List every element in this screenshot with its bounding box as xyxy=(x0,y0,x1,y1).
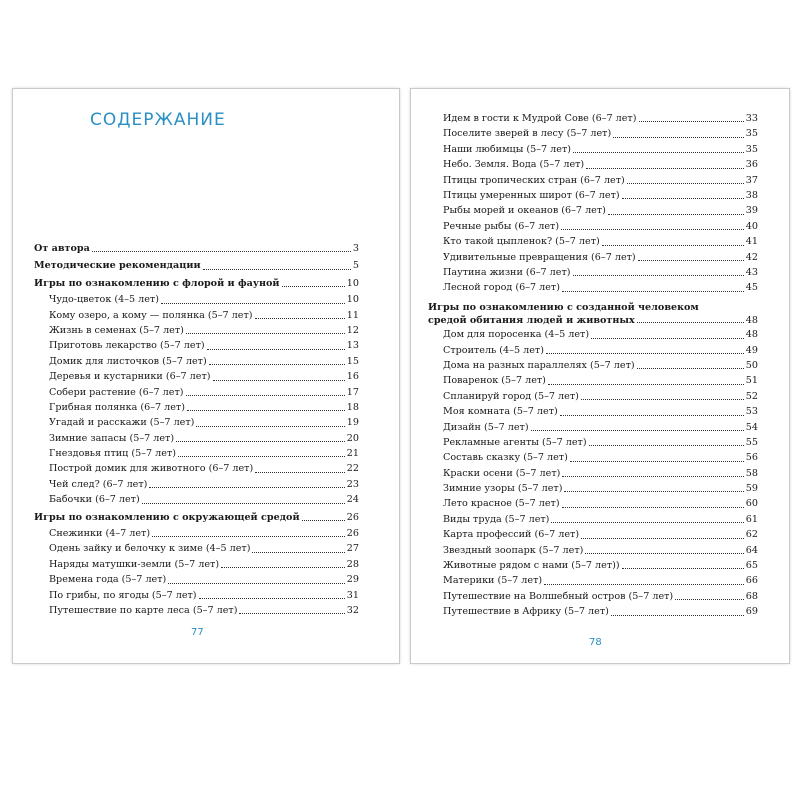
page-title: СОДЕРЖАНИЕ xyxy=(90,110,226,130)
toc-entry[interactable] xyxy=(428,234,758,249)
toc-entry[interactable] xyxy=(34,492,359,507)
page-ref: 66 xyxy=(745,575,758,587)
page-ref: 19 xyxy=(346,417,359,429)
page-ref: 12 xyxy=(346,324,359,336)
toc-entry[interactable] xyxy=(34,461,359,476)
dot-leader xyxy=(586,168,744,169)
toc-entry[interactable] xyxy=(428,343,758,358)
toc-list-left xyxy=(34,239,359,618)
section-title-line1: Игры по ознакомлению с созданной человеком xyxy=(428,301,699,313)
entry-title: От автора xyxy=(34,242,90,254)
entry-title: Наряды матушки-земли (5–7 лет) xyxy=(49,558,220,570)
dot-leader xyxy=(637,322,744,323)
dot-leader xyxy=(199,598,345,599)
left-page xyxy=(12,88,400,664)
page-ref: 54 xyxy=(745,421,758,433)
toc-entry[interactable] xyxy=(34,588,359,603)
dot-leader xyxy=(255,318,345,319)
dot-leader xyxy=(564,491,743,492)
page-ref: 51 xyxy=(745,375,758,387)
entry-title: По грибы, по ягоды (5–7 лет) xyxy=(49,589,197,601)
toc-entry[interactable] xyxy=(34,526,359,541)
page-ref: 38 xyxy=(745,189,758,201)
page-ref: 69 xyxy=(745,606,758,618)
entry-title: Игры по ознакомлению с флорой и фауной xyxy=(34,277,280,289)
entry-title: Виды труда (5–7 лет) xyxy=(443,513,550,525)
dot-leader xyxy=(176,441,345,442)
dot-leader xyxy=(186,333,345,334)
toc-entry[interactable] xyxy=(428,466,758,481)
entry-title: Игры по ознакомлению с окружающей средой xyxy=(34,511,300,523)
entry-title: Дизайн (5–7 лет) xyxy=(443,421,529,433)
page-number-right: 78 xyxy=(589,637,602,648)
dot-leader xyxy=(613,137,744,138)
dot-leader xyxy=(531,430,744,431)
dot-leader xyxy=(142,503,345,504)
dot-leader xyxy=(152,536,345,537)
dot-leader xyxy=(591,338,744,339)
dot-leader xyxy=(622,198,744,199)
entry-title: Рекламные агенты (5–7 лет) xyxy=(443,436,587,448)
dot-leader xyxy=(168,583,345,584)
page-ref: 37 xyxy=(745,174,758,186)
entry-title: Речные рыбы (6–7 лет) xyxy=(443,220,560,232)
entry-title: Угадай и расскажи (5–7 лет) xyxy=(49,417,195,429)
toc-entry[interactable] xyxy=(34,354,359,369)
toc-entry[interactable] xyxy=(34,338,359,353)
page-ref: 42 xyxy=(745,251,758,263)
toc-entry[interactable] xyxy=(428,404,758,419)
toc-entry[interactable] xyxy=(34,369,359,384)
toc-section-heading[interactable] xyxy=(34,241,359,256)
page-ref: 28 xyxy=(346,558,359,570)
entry-title: Рыбы морей и океанов (6–7 лет) xyxy=(443,205,606,217)
page-ref: 52 xyxy=(745,390,758,402)
toc-entry[interactable] xyxy=(428,157,758,172)
entry-title: Зимние узоры (5–7 лет) xyxy=(443,483,563,495)
toc-entry[interactable] xyxy=(428,481,758,496)
dot-leader xyxy=(213,380,345,381)
page-ref: 48 xyxy=(745,329,758,341)
entry-title: Поваренок (5–7 лет) xyxy=(443,375,546,387)
dot-leader xyxy=(178,456,345,457)
toc-entry[interactable] xyxy=(428,358,758,373)
entry-title: Снежинки (4–7 лет) xyxy=(49,528,151,540)
entry-title: Жизнь в семенах (5–7 лет) xyxy=(49,324,184,336)
entry-title: Карта профессий (6–7 лет) xyxy=(443,529,580,541)
page-ref: 31 xyxy=(346,589,359,601)
page-ref: 35 xyxy=(745,143,758,155)
toc-entry[interactable] xyxy=(34,557,359,572)
dot-leader xyxy=(581,399,744,400)
page-ref: 43 xyxy=(745,266,758,278)
toc-entry[interactable] xyxy=(428,280,758,295)
entry-title: Собери растение (6–7 лет) xyxy=(49,386,184,398)
page-ref: 68 xyxy=(745,590,758,602)
page-ref: 59 xyxy=(745,483,758,495)
toc-entry[interactable] xyxy=(428,111,758,126)
toc-entry[interactable] xyxy=(428,420,758,435)
entry-title: Лето красное (5–7 лет) xyxy=(443,498,560,510)
page-ref: 15 xyxy=(346,355,359,367)
dot-leader xyxy=(608,214,744,215)
toc-entry[interactable] xyxy=(34,292,359,307)
toc-entry[interactable] xyxy=(428,250,758,265)
entry-title: Птицы тропических стран (6–7 лет) xyxy=(443,174,625,186)
toc-entry[interactable] xyxy=(428,142,758,157)
toc-entry[interactable] xyxy=(428,389,758,404)
toc-entry[interactable] xyxy=(428,496,758,511)
toc-entry[interactable] xyxy=(428,327,758,342)
toc-entry[interactable] xyxy=(428,126,758,141)
entry-title: Животные рядом с нами (5–7 лет)) xyxy=(443,560,620,572)
page-ref: 21 xyxy=(346,448,359,460)
page-ref: 55 xyxy=(745,436,758,448)
page-ref: 40 xyxy=(745,220,758,232)
entry-title: Домик для листочков (5–7 лет) xyxy=(49,355,207,367)
dot-leader xyxy=(562,507,744,508)
dot-leader xyxy=(639,121,744,122)
toc-entry[interactable] xyxy=(428,512,758,527)
page-number-left: 77 xyxy=(191,627,204,638)
page-ref: 5 xyxy=(352,260,359,272)
toc-entry[interactable] xyxy=(34,400,359,415)
page-ref: 29 xyxy=(346,574,359,586)
page-ref: 50 xyxy=(745,359,758,371)
entry-title: Гнездовья птиц (5–7 лет) xyxy=(49,448,177,460)
toc-entry[interactable] xyxy=(34,572,359,587)
dot-leader xyxy=(239,613,344,614)
entry-title: Времена года (5–7 лет) xyxy=(49,574,167,586)
page-ref: 17 xyxy=(346,386,359,398)
entry-title: Паутина жизни (6–7 лет) xyxy=(443,266,571,278)
toc-entry[interactable] xyxy=(34,477,359,492)
dot-leader xyxy=(573,275,744,276)
entry-title: Дом для поросенка (4–5 лет) xyxy=(443,329,590,341)
toc-section-heading[interactable] xyxy=(34,510,359,525)
dot-leader xyxy=(611,615,744,616)
toc-entry[interactable] xyxy=(34,323,359,338)
toc-entry[interactable] xyxy=(34,385,359,400)
page-ref: 65 xyxy=(745,560,758,572)
section-title-line2: средой обитания людей и животных xyxy=(428,315,635,327)
entry-title: Кому озеро, а кому — полянка (5–7 лет) xyxy=(49,309,253,321)
page-ref: 41 xyxy=(745,236,758,248)
toc-entry[interactable] xyxy=(428,203,758,218)
toc-entry[interactable] xyxy=(428,589,758,604)
entry-title: Материки (5–7 лет) xyxy=(443,575,543,587)
entry-title: Звездный зоопарк (5–7 лет) xyxy=(443,544,584,556)
dot-leader xyxy=(637,368,744,369)
toc-entry[interactable] xyxy=(428,543,758,558)
dot-leader xyxy=(209,364,345,365)
dot-leader xyxy=(302,520,345,521)
dot-leader xyxy=(187,410,345,411)
dot-leader xyxy=(573,152,744,153)
dot-leader xyxy=(638,260,744,261)
dot-leader xyxy=(589,445,744,446)
entry-title: Краски осени (5–7 лет) xyxy=(443,467,561,479)
dot-leader xyxy=(252,552,344,553)
toc-list-right xyxy=(428,111,758,620)
dot-leader xyxy=(546,353,744,354)
page-ref: 48 xyxy=(745,315,758,327)
page-ref: 45 xyxy=(745,282,758,294)
entry-title: Лесной город (6–7 лет) xyxy=(443,282,560,294)
toc-entry[interactable] xyxy=(34,541,359,556)
dot-leader xyxy=(196,426,344,427)
dot-leader xyxy=(570,461,744,462)
entry-title: Составь сказку (5–7 лет) xyxy=(443,452,568,464)
page-ref: 24 xyxy=(346,494,359,506)
entry-title: Моя комната (5–7 лет) xyxy=(443,406,558,418)
entry-title: Чей след? (6–7 лет) xyxy=(49,478,148,490)
toc-entry[interactable] xyxy=(428,219,758,234)
page-ref: 20 xyxy=(346,432,359,444)
toc-entry[interactable] xyxy=(428,188,758,203)
entry-title: Спланируй город (5–7 лет) xyxy=(443,390,579,402)
page-ref: 11 xyxy=(346,309,359,321)
dot-leader xyxy=(622,568,744,569)
entry-title: Зимние запасы (5–7 лет) xyxy=(49,432,175,444)
dot-leader xyxy=(544,584,744,585)
entry-title: Идем в гости к Мудрой Сове (6–7 лет) xyxy=(443,112,637,124)
page-ref: 26 xyxy=(346,528,359,540)
page-ref: 33 xyxy=(745,112,758,124)
entry-title: Методические рекомендации xyxy=(34,260,201,272)
dot-leader xyxy=(585,553,743,554)
page-ref: 39 xyxy=(745,205,758,217)
toc-entry[interactable] xyxy=(428,558,758,573)
entry-title: Путешествие по карте леса (5–7 лет) xyxy=(49,604,238,616)
page-ref: 61 xyxy=(745,513,758,525)
page-ref: 32 xyxy=(346,604,359,616)
toc-entry[interactable] xyxy=(428,573,758,588)
page-ref: 23 xyxy=(346,478,359,490)
page-ref: 64 xyxy=(745,544,758,556)
toc-entry[interactable] xyxy=(428,265,758,280)
entry-title: Удивительные превращения (6–7 лет) xyxy=(443,251,636,263)
entry-title: Одень зайку и белочку к зиме (4–5 лет) xyxy=(49,543,251,555)
toc-entry[interactable] xyxy=(34,446,359,461)
entry-title: Поселите зверей в лесу (5–7 лет) xyxy=(443,128,612,140)
entry-title: Небо. Земля. Вода (5–7 лет) xyxy=(443,159,585,171)
entry-title: Путешествие в Африку (5–7 лет) xyxy=(443,606,609,618)
dot-leader xyxy=(92,251,351,252)
entry-title: Бабочки (6–7 лет) xyxy=(49,494,140,506)
toc-entry[interactable] xyxy=(34,308,359,323)
page-ref: 62 xyxy=(745,529,758,541)
toc-entry[interactable] xyxy=(428,604,758,619)
toc-entry[interactable] xyxy=(34,603,359,618)
dot-leader xyxy=(221,567,345,568)
entry-title: Приготовь лекарство (5–7 лет) xyxy=(49,340,205,352)
page-ref: 16 xyxy=(346,371,359,383)
dot-leader xyxy=(560,415,744,416)
dot-leader xyxy=(282,286,345,287)
dot-leader xyxy=(562,476,743,477)
dot-leader xyxy=(161,303,345,304)
dot-leader xyxy=(255,472,345,473)
toc-section-heading[interactable] xyxy=(34,258,359,273)
page-ref: 27 xyxy=(346,543,359,555)
entry-title: Грибная полянка (6–7 лет) xyxy=(49,401,185,413)
page-ref: 22 xyxy=(346,463,359,475)
page-ref: 35 xyxy=(745,128,758,140)
dot-leader xyxy=(203,269,351,270)
toc-entry[interactable] xyxy=(34,415,359,430)
toc-entry[interactable] xyxy=(428,373,758,388)
page-ref: 49 xyxy=(745,344,758,356)
page-ref: 18 xyxy=(346,401,359,413)
dot-leader xyxy=(551,522,743,523)
toc-section-heading[interactable] xyxy=(34,276,359,291)
entry-title: Деревья и кустарники (6–7 лет) xyxy=(49,371,211,383)
toc-entry[interactable] xyxy=(428,173,758,188)
dot-leader xyxy=(548,384,744,385)
dot-leader xyxy=(207,349,345,350)
dot-leader xyxy=(149,487,344,488)
dot-leader xyxy=(581,538,744,539)
dot-leader xyxy=(562,291,744,292)
entry-title: Наши любимцы (5–7 лет) xyxy=(443,143,572,155)
page-ref: 60 xyxy=(745,498,758,510)
page-ref: 3 xyxy=(352,242,359,254)
dot-leader xyxy=(561,229,744,230)
page-ref: 13 xyxy=(346,340,359,352)
page-ref: 26 xyxy=(346,511,359,523)
toc-entry[interactable] xyxy=(428,435,758,450)
dot-leader xyxy=(627,183,744,184)
dot-leader xyxy=(186,395,345,396)
entry-title: Чудо-цветок (4–5 лет) xyxy=(49,294,159,306)
toc-entry[interactable] xyxy=(428,527,758,542)
page-ref: 53 xyxy=(745,406,758,418)
toc-entry[interactable] xyxy=(428,450,758,465)
entry-title: Путешествие на Волшебный остров (5–7 лет) xyxy=(443,590,674,602)
entry-title: Кто такой цыпленок? (5–7 лет) xyxy=(443,236,600,248)
entry-title: Птицы умеренных широт (6–7 лет) xyxy=(443,189,620,201)
entry-title: Строитель (4–5 лет) xyxy=(443,344,544,356)
right-page xyxy=(410,88,790,664)
dot-leader xyxy=(675,599,744,600)
dot-leader xyxy=(602,245,744,246)
page-ref: 58 xyxy=(745,467,758,479)
page-ref: 36 xyxy=(745,159,758,171)
toc-section-heading[interactable] xyxy=(428,302,758,328)
page-ref: 10 xyxy=(346,294,359,306)
entry-title: Дома на разных параллелях (5–7 лет) xyxy=(443,359,635,371)
entry-title: Построй домик для животного (6–7 лет) xyxy=(49,463,254,475)
toc-entry[interactable] xyxy=(34,431,359,446)
page-ref: 56 xyxy=(745,452,758,464)
page-ref: 10 xyxy=(346,277,359,289)
